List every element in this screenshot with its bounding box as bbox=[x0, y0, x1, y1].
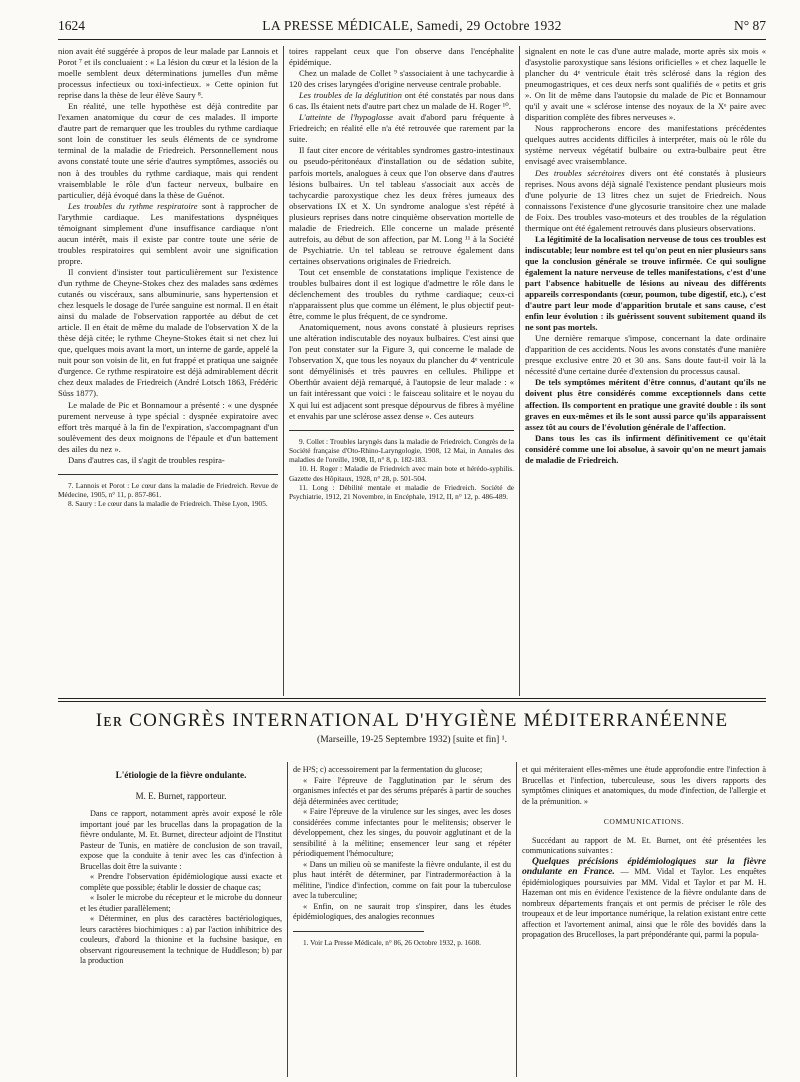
paragraph: toires rappelant ceux que l'on observe dans l'encéphalite épidémique. bbox=[289, 46, 514, 68]
section-title: L'étiologie de la fièvre ondulante. bbox=[115, 770, 247, 780]
paragraph: Il faut citer encore de véritables syndromes gastro-intestinaux ou pseudo-péritonéaux d'installation ou de sédation subite, parfois mortels, analogues à ceux que l'on observe dans d'autres lésions bulbaires. Un tel tableau s'associait aux accès de tachycardie paroxystique chez les deux frères jumeaux des observations IX et X. Un syndrome analogue s'est répété à plusieurs reprises dans notre cinquième observation mortelle de maladie de Friedreich. Elle concerne un malade présenté autrefois, au début de son affection, par M. Long ¹¹ à la Société de Psychiatrie. Un tel tableau se retrouve également dans certaines observations originales de Friedreich. bbox=[289, 145, 514, 266]
communications-heading: COMMUNICATIONS. bbox=[603, 817, 685, 826]
column-divider bbox=[516, 762, 517, 1077]
lower-column-2 bbox=[293, 765, 511, 947]
paragraph: signalent en note le cas d'une autre malade, morte après six mois « d'asystolie paroxystique sans lésions orificielles » et chez laquelle le plancher du 4ᵉ ventricule était très sclérosé dans la région des pneumogastriques, et ces deux nerfs sont qualifiés de « petits et gris ». On lit de même dans l'autopsie du malade de Pic et Bonnamour qu'il y avait une « sclérose intense des noyaux de la Xᵉ paire avec disparition complète des fibres nerveuses ». bbox=[525, 46, 766, 123]
section-author: M. E. Burnet, rapporteur. bbox=[135, 790, 227, 801]
footnote-rule bbox=[58, 474, 278, 475]
paragraph-text: ont été constatés par nous dans 6 cas. Ils étaient nets d'autre part chez un malade de H. Roger ¹⁰. bbox=[289, 90, 514, 112]
column-divider bbox=[519, 46, 520, 696]
paragraph: Dans tous les cas ils infirment définitivement ce qu'était considéré comme une loi absolue, à savoir qu'on ne meurt jamais de maladie de Friedreich. bbox=[525, 432, 766, 465]
header-rule bbox=[58, 39, 766, 40]
paragraph: Chez un malade de Collet ⁹ s'associaient à une tachycardie à 120 des crises laryngées d'origine nerveuse centrale probable. bbox=[289, 68, 514, 90]
paragraph bbox=[289, 112, 514, 145]
paragraph: En réalité, une telle hypothèse est déjà contredite par l'examen anatomique du cœur de ces malades. Il importe d'autre part de remarquer que les troubles du rythme cardiaque sont loin de constituer les seuls éléments de ce syndrome terminal de la maladie de Friedreich. Personnellement nous avons constaté toute une série d'autres symptômes, associés ou non à des troubles du rythme cardiaque, mais qui rendent vraisemblable le rôle d'un facteur nerveux, bulbaire en particulier, déjà évoqué dans la thèse de Guénot. bbox=[58, 101, 278, 200]
paragraph: Tout cet ensemble de constatations implique l'existence de troubles bulbaires dont il est logique d'admettre le rôle dans le déclenchement des troubles du rythme cardiaque; ceux-ci n'apparaissent plus que comme un élément, le plus objectif peut-être, comme le plus fréquent, de ce syndrome. bbox=[289, 266, 514, 322]
paragraph: « Isoler le microbe du récepteur et le microbe du donneur et les étudier parallèlement; bbox=[80, 893, 282, 913]
paragraph bbox=[525, 168, 766, 234]
paragraph: La légitimité de la localisation nerveuse de tous ces troubles est indiscutable; leur nombre est tel qu'on peut en nier plusieurs sans que la conclusion générale se trouve infirmée. Ce qui souligne également la nature nerveuse de telles manifestations, c'est d'une part l'absence habituelle de lésions au niveau des différents appareils correspondants (cœur, poumon, tube digestif, etc.), c'est d'autre part leur mode d'apparition brutale et sans cause, c'est enfin leur évolution : ils guérissent souvent subitement quand ils ne sont pas mortels. bbox=[525, 233, 766, 333]
paragraph bbox=[522, 857, 766, 941]
paragraph-text: divers ont été constatés à plusieurs reprises. Nous avons déjà signalé l'existence pendant plusieurs mois d'une polyurie de 13 litres chez un sujet de Friedreich. Nous connaissons l'existence d'une glycosurie transitoire chez une malade de Foix. Des troubles vaso-moteurs et des troubles de la régulation thermique ont été également retrouvés dans plusieurs observations. bbox=[525, 167, 766, 233]
paragraph: Nous rapprocherons encore des manifestations précédentes quelques autres accidents difficiles à interpréter, mais où le rôle du système nerveux végétatif bulbaire ou extra-bulbaire peut être envisagé avec vraisemblance. bbox=[525, 123, 766, 167]
page-number: 1624 bbox=[58, 18, 85, 33]
congress-subtitle: (Marseille, 19-25 Septembre 1932) [suite et fin] ¹. bbox=[317, 735, 507, 745]
paragraph-text: — MM. Vidal et Taylor. Les enquêtes épidémiologiques poursuivies par MM. Vidal et Taylor et par M. H. Hazeman ont mis en évidence l'existence de la fièvre ondulante dans de nombreux départements français et ont permis de préciser le rôle des troupeaux et de leur importance numérique, la relation existant entre cette affection et l'avortement animal, ainsi que le rôle des bovidés dans la propagation des Brucelloses, la part prépondérante qui, parmi la popula- bbox=[522, 867, 766, 939]
emphasis: Les troubles du rythme respiratoire bbox=[68, 200, 198, 211]
paragraph-text: sont à rapprocher de l'arythmie cardiaque. Les manifestations dyspnéiques témoignant simplement d'une insuffisance cardiaque n'ont aucun intérêt, mais il existe par contre toute une série de troubles respiratoires qui semblent avoir une signification propre. bbox=[58, 200, 279, 266]
footnote: 1. Voir La Presse Médicale, n° 86, 26 Octobre 1932, p. 1608. bbox=[303, 937, 481, 947]
paragraph bbox=[58, 201, 278, 267]
paragraph-text: avait d'abord paru fréquente à Friedreich; en réalité elle n'a été retrouvée que rarement par la suite. bbox=[289, 112, 514, 145]
paragraph: Il convient d'insister tout particulièrement sur l'existence d'un rythme de Cheyne-Stokes chez des malades sans œdèmes cutanés ou viscéraux, sans albuminurie, sans hypertension et chez lesquels le dosage de l'urée sanguine est normal. Il en était ainsi du malade de l'observation rapportée au début de cet article. Il en était de même du malade de l'observation X de la thèse déjà citée; le rythme Cheyne-Stokes était si net chez lui que, quelques mois avant la mort, un interne de garde, appelé la nuit pour son voisin de lit, en fut frappé et pratiqua une saignée d'urgence. Ce rythme respiratoire est déjà admirablement décrit chez deux malades de Friedreich (André Lotsch 1863, Frédéric Süss 1877). bbox=[58, 266, 278, 399]
emphasis: Les troubles de la déglutition bbox=[299, 90, 402, 101]
paragraph: Une dernière remarque s'impose, concernant la date ordinaire d'apparition de ces accidents. Nous les avons constatés d'une manière presque exclusive entre 20 et 30 ans. Sans doute faut-il voir là la nécessité d'une certaine durée d'extension du processus causal. bbox=[525, 333, 766, 377]
footnote: 11. Long : Débilité mentale et maladie de Friedreich. Société de Psychiatrie, 1912, 21 Novembre, in Encéphale, 1912, II, n° 12, p. 486-489. bbox=[289, 483, 514, 502]
upper-column-3 bbox=[525, 46, 766, 466]
footnote-rule bbox=[293, 931, 424, 932]
paragraph: Dans d'autres cas, il s'agit de troubles respira- bbox=[68, 454, 225, 465]
section-rule bbox=[58, 701, 766, 702]
communication-title: Quelques précisions épidémiologiques sur la fièvre ondulante en France. bbox=[522, 855, 766, 877]
paragraph: nion avait été suggérée à propos de leur malade par Lannois et Porot ⁷ et ils concluaient : « La lésion du cœur et la lésion de la moelle semblent deux déterminations jumelles d'un même processus infectieux ou toxi-infectieux. » Cette opinion fut reprise dans la thèse de leur élève Saury ⁸. bbox=[58, 46, 278, 101]
lower-column-3 bbox=[522, 765, 766, 941]
paragraph bbox=[289, 90, 514, 112]
paragraph: Dans ce rapport, notamment après avoir exposé le rôle important joué par les brucellas dans la propagation de la fièvre ondulante, M. Et. Burnet, directeur adjoint de l'Institut Pasteur de Tunis, en matière de conclusion de son travail, expose que la conduite à tenir avec les cas d'infection à Brucellas doit être la suivante : bbox=[80, 809, 282, 871]
paragraph: « Enfin, on ne saurait trop s'inspirer, dans les études épidémiologiques, des analogies reconnues bbox=[293, 901, 511, 921]
footnote: 10. H. Roger : Maladie de Friedreich avec main bote et hérédo-syphilis. Gazette des Hôpitaux, 1928, n° 28, p. 501-504. bbox=[289, 464, 514, 483]
upper-column-2 bbox=[289, 46, 514, 502]
paragraph: Anatomiquement, nous avons constaté à plusieurs reprises une altération indiscutable des noyaux bulbaires. C'est ainsi que l'on peut constater sur la Figure 3, qui concerne le malade de l'observation X, que tous les noyaux du plancher du 4ᵉ ventricule sont démyélinisés et très pauvres en cellules. Philippe et Oberthür avaient déjà remarqué, à l'autopsie de leur malade : « un fait intéressant que voici : le faisceau solitaire et le noyau du X qui lui est adjacent sont presque dépourvus de fibres à myéline et envahis par une sclérose assez dense ». Ces auteurs bbox=[289, 322, 514, 421]
congress-title: Iᴇʀ CONGRÈS INTERNATIONAL D'HYGIÈNE MÉDITERRANÉENNE bbox=[95, 710, 729, 731]
column-divider bbox=[287, 762, 288, 1077]
issue-number: N° 87 bbox=[733, 18, 766, 33]
footnote-rule bbox=[289, 430, 514, 431]
paragraph: de H²S; c) accessoirement par la fermentation du glucose; bbox=[293, 765, 483, 774]
page-header bbox=[58, 18, 766, 34]
column-divider bbox=[283, 46, 284, 696]
lower-column-1 bbox=[80, 770, 282, 967]
paragraph: « Faire l'épreuve de la virulence sur les singes, avec les doses considérées comme infectantes pour le melitensis; observer le développement, chez les singes, du pouvoir agglutinant et de la sensibilité à la mélitine; ensemencer leur sang et répéter périodiquement l'hémoculture; bbox=[293, 807, 511, 858]
paragraph: et qui mériteraient elles-mêmes une étude approfondie entre l'infection à Brucellas et l'infection, tuberculeuse, sous les divers rapports des symptômes cliniques et anatomiques, du mode d'infection, de l'allergie et de la prémunition. » bbox=[522, 765, 766, 806]
section-rule bbox=[58, 698, 766, 699]
emphasis: Des troubles sécrétoires bbox=[535, 167, 625, 178]
emphasis: L'atteinte de l'hypoglosse bbox=[299, 112, 393, 123]
footnote: 9. Collet : Troubles laryngés dans la maladie de Friedreich. Congrès de la Société française d'Oto-Rhino-Laryngologie, 1908, 12 Mai, in Annales des maladies de l'oreille, 1908, II, n° 8, p. 182-183. bbox=[289, 436, 514, 465]
journal-title: LA PRESSE MÉDICALE, Samedi, 29 Octobre 1932 bbox=[262, 18, 562, 33]
paragraph: « Prendre l'observation épidémiologique aussi exacte et complète que possible; établir le dossier de chaque cas; bbox=[80, 872, 282, 892]
footnote: 7. Lannois et Porot : Le cœur dans la maladie de Friedreich. Revue de Médecine, 1905, n° 11, p. 857-861. bbox=[58, 480, 278, 500]
upper-column-1 bbox=[58, 46, 278, 509]
footnote: 8. Saury : Le cœur dans la maladie de Friedreich. Thèse Lyon, 1905. bbox=[68, 499, 268, 509]
paragraph: « Déterminer, en plus des caractères bactériologiques, leurs caractères biochimiques : a) par l'action inhibitrice des couleurs, d'abord la thionine et la fuchsine basique, en observant rigoureusement la technique de Huddleson; b) par la production bbox=[80, 914, 282, 965]
paragraph: « Dans un milieu où se manifeste la fièvre ondulante, il est du plus haut intérêt de déterminer, par l'intradermoréaction à la mélitine, l'indice d'infection, comme on fait pour la tuberculose avec la tuberculine; bbox=[293, 859, 511, 900]
paragraph: De tels symptômes méritent d'être connus, d'autant qu'ils ne doivent plus être considérés comme exceptionnels dans cette affection. Ils comportent en pratique une gravité double : ils sont graves en eux-mêmes et ils le sont aussi parce qu'ils apparaissent assez tôt au cours de l'évolution générale de l'affection. bbox=[525, 377, 766, 432]
paragraph: Le malade de Pic et Bonnamour a présenté : « une dyspnée purement nerveuse à type spécial : dyspnée expiratoire avec effort très marqué à la fin de l'expiration, s'accompagnant d'un soulèvement des deux moignons de l'épaule et d'un battement des ailes du nez ». bbox=[58, 399, 278, 454]
paragraph: « Faire l'épreuve de l'agglutination par le sérum des organismes infectés et par des sérums préparés à partir de souches déjà déterminées avec certitude; bbox=[293, 775, 511, 806]
paragraph: Succédant au rapport de M. Et. Burnet, ont été présentées les communications suivantes : bbox=[522, 835, 766, 855]
